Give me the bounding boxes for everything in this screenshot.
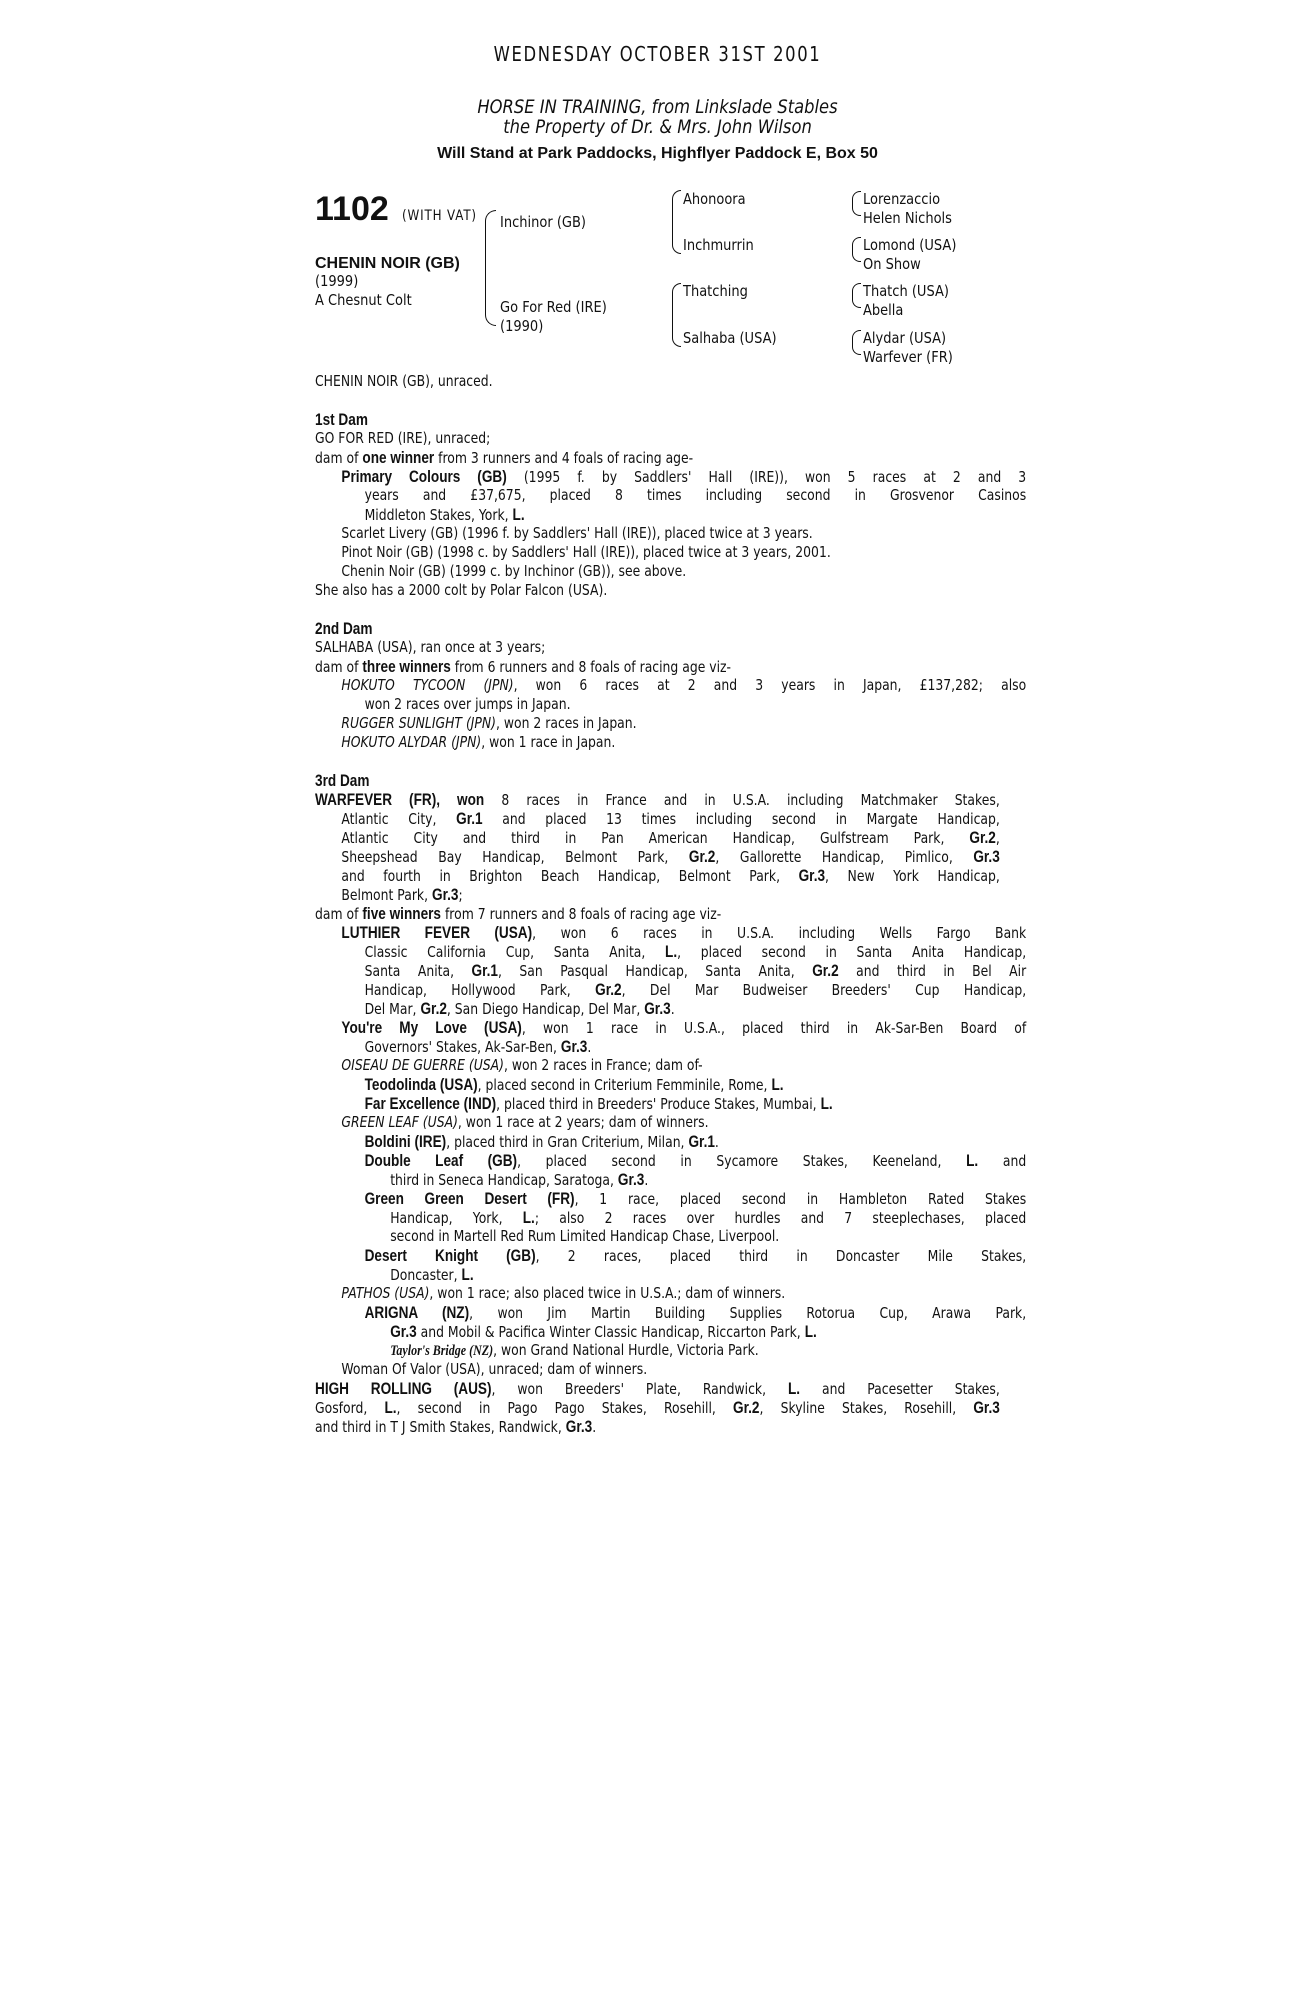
grandsire-2: Thatching [683,282,748,300]
pedigree-brace [485,210,496,326]
horse-year: (1999) [315,272,359,290]
second-dam-line: SALHABA (USA), ran once at 3 years; [315,638,546,656]
gg-brace-3 [852,283,861,308]
pathos: PATHOS (USA), won 1 race; also placed twice in U.S.A.; dam of winners. [341,1284,786,1302]
consignor-line-1: HORSE IN TRAINING, from Linkslade Stables [477,96,838,118]
high-rolling-line-2: Gosford, L., second in Pago Pago Stakes, Rosehill, Gr.2, Skyline Stakes, Rosehill, Gr.3 [315,1398,1000,1417]
chenin-noir: Chenin Noir (GB) (1999 c. by Inchinor (GB)), see above. [341,562,687,580]
oiseau-de-guerre: OISEAU DE GUERRE (USA), won 2 races in France; dam of- [341,1056,703,1074]
warfever-line-1: WARFEVER (FR), won 8 races in France and in U.S.A. including Matchmaker Stakes, [315,790,1000,809]
primary-colours-line-1: Primary Colours (GB) (1995 f. by Saddlers' Hall (IRE)), won 5 races at 2 and 3 [341,467,1027,486]
consignor-line-2: the Property of Dr. & Mrs. John Wilson [503,116,812,138]
warfever-line-3: Atlantic City and third in Pan American Handicap, Gulfstream Park, Gr.2, [341,828,1000,847]
luthier-fever-line-3: Santa Anita, Gr.1, San Pasqual Handicap, Santa Anita, Gr.2 and third in Bel Air [364,961,1027,980]
double-leaf-line-2: third in Seneca Handicap, Saratoga, Gr.3. [390,1170,649,1189]
high-rolling-line-1: HIGH ROLLING (AUS), won Breeders' Plate, Randwick, L. and Pacesetter Stakes, [315,1379,1000,1398]
dam-brace [672,283,681,347]
ggparent-3: Lomond (USA) [863,236,957,254]
arigna-line-1: ARIGNA (NZ), won Jim Martin Building Supplies Rotorua Cup, Arawa Park, [364,1303,1027,1322]
third-dam-produce: dam of five winners from 7 runners and 8 foals of racing age viz- [315,904,722,923]
pinot-noir: Pinot Noir (GB) (1998 c. by Saddlers' Hall (IRE)), placed twice at 3 years, 2001. [341,543,831,561]
hokuto-alydar: HOKUTO ALYDAR (JPN), won 1 race in Japan. [341,733,616,751]
luthier-fever-line-1: LUTHIER FEVER (USA), won 6 races in U.S.A. including Wells Fargo Bank [341,923,1027,942]
luthier-fever-line-5: Del Mar, Gr.2, San Diego Handicap, Del Mar, Gr.3. [364,999,675,1018]
ggparent-6: Abella [863,301,904,319]
vat-note: (WITH VAT) [402,208,477,224]
hokuto-tycoon-line-1: HOKUTO TYCOON (JPN), won 6 races at 2 and 3 years in Japan, £137,282; also [341,676,1027,694]
dam-year: (1990) [500,317,544,335]
granddam-2: Salhaba (USA) [683,329,777,347]
youre-my-love-line-2: Governors' Stakes, Ak-Sar-Ben, Gr.3. [364,1037,592,1056]
ggparent-8: Warfever (FR) [863,348,953,366]
grandsire-1: Ahonoora [683,190,746,208]
taylors-bridge: Taylor's Bridge (NZ), won Grand National Hurdle, Victoria Park. [390,1341,759,1359]
ggparent-5: Thatch (USA) [863,282,949,300]
ggparent-1: Lorenzaccio [863,190,941,208]
sire-brace [672,190,681,254]
dam: Go For Red (IRE) [500,298,607,316]
warfever-line-4: Sheepshead Bay Handicap, Belmont Park, Gr.2, Gallorette Handicap, Pimlico, Gr.3 [341,847,1000,866]
stand-location: Will Stand at Park Paddocks, Highflyer Paddock E, Box 50 [437,145,878,162]
luthier-fever-line-4: Handicap, Hollywood Park, Gr.2, Del Mar Budweiser Breeders' Cup Handicap, [364,980,1027,999]
warfever-line-2: Atlantic City, Gr.1 and placed 13 times including second in Margate Handicap, [341,809,1000,828]
first-dam-heading: 1st Dam [315,410,368,429]
gg-brace-4 [852,330,861,355]
lot-number: 1102 [315,190,389,228]
primary-colours-line-3: Middleton Stakes, York, L. [364,505,525,524]
horse-name: CHENIN NOIR (GB) [315,255,460,272]
arigna-line-2: Gr.3 and Mobil & Pacifica Winter Classic Handicap, Riccarton Park, L. [390,1322,817,1341]
second-dam-heading: 2nd Dam [315,619,373,638]
green-green-desert-line-2: Handicap, York, L.; also 2 races over hurdles and 7 steeplechases, placed [390,1208,1027,1227]
gg-brace-1 [852,191,861,216]
ggparent-7: Alydar (USA) [863,329,947,347]
desert-knight-line-1: Desert Knight (GB), 2 races, placed third in Doncaster Mile Stakes, [364,1246,1027,1265]
second-dam-produce: dam of three winners from 6 runners and 8 foals of racing age viz- [315,657,732,676]
granddam-1: Inchmurrin [683,236,754,254]
boldini: Boldini (IRE), placed third in Gran Criterium, Milan, Gr.1. [364,1132,719,1151]
scarlet-livery: Scarlet Livery (GB) (1996 f. by Saddlers' Hall (IRE)), placed twice at 3 years. [341,524,813,542]
woman-of-valor: Woman Of Valor (USA), unraced; dam of winners. [341,1360,648,1378]
high-rolling-line-3: and third in T J Smith Stakes, Randwick, Gr.3. [315,1417,597,1436]
green-green-desert-line-3: second in Martell Red Rum Limited Handicap Chase, Liverpool. [390,1227,780,1245]
first-dam-produce: dam of one winner from 3 runners and 4 foals of racing age- [315,448,694,467]
warfever-line-5: and fourth in Brighton Beach Handicap, Belmont Park, Gr.3, New York Handicap, [341,866,1000,885]
desert-knight-line-2: Doncaster, L. [390,1265,474,1284]
produce-record [315,372,1027,1436]
hokuto-tycoon-line-2: won 2 races over jumps in Japan. [364,695,571,713]
warfever-line-6: Belmont Park, Gr.3; [341,885,463,904]
green-leaf: GREEN LEAF (USA), won 1 race at 2 years; dam of winners. [341,1113,709,1131]
ggparent-2: Helen Nichols [863,209,952,227]
sire: Inchinor (GB) [500,213,587,231]
race-summary: CHENIN NOIR (GB), unraced. [315,372,493,390]
gg-brace-2 [852,237,861,262]
rugger-sunlight: RUGGER SUNLIGHT (JPN), won 2 races in Japan. [341,714,637,732]
youre-my-love-line-1: You're My Love (USA), won 1 race in U.S.A., placed third in Ak-Sar-Ben Board of [341,1018,1027,1037]
teodolinda: Teodolinda (USA), placed second in Criterium Femminile, Rome, L. [364,1075,784,1094]
third-dam-heading: 3rd Dam [315,771,370,790]
ggparent-4: On Show [863,255,921,273]
green-green-desert-line-1: Green Green Desert (FR), 1 race, placed second in Hambleton Rated Stakes [364,1189,1027,1208]
first-dam-line: GO FOR RED (IRE), unraced; [315,429,491,447]
sale-date: WEDNESDAY OCTOBER 31ST 2001 [493,42,822,66]
luthier-fever-line-2: Classic California Cup, Santa Anita, L., placed second in Santa Anita Handicap, [364,942,1027,961]
far-excellence: Far Excellence (IND), placed third in Breeders' Produce Stakes, Mumbai, L. [364,1094,833,1113]
double-leaf-line-1: Double Leaf (GB), placed second in Sycamore Stakes, Keeneland, L. and [364,1151,1027,1170]
also-has: She also has a 2000 colt by Polar Falcon (USA). [315,581,608,599]
primary-colours-line-2: years and £37,675, placed 8 times including second in Grosvenor Casinos [364,486,1027,504]
horse-description: A Chesnut Colt [315,291,412,309]
